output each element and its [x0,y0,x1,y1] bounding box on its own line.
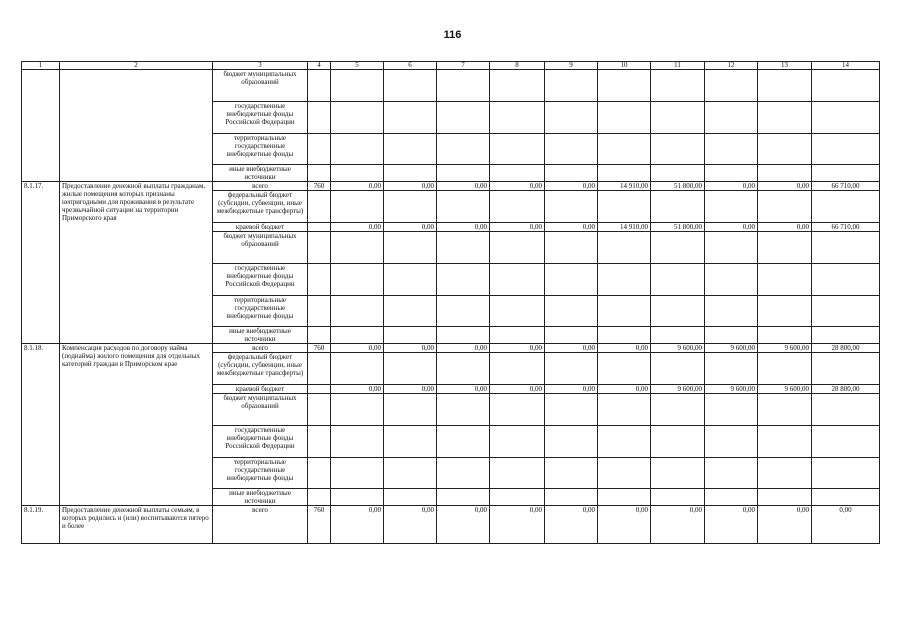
empty-cell [705,264,758,296]
value-cell: 0,00 [651,506,705,544]
empty-cell [308,385,331,394]
empty-cell [437,353,490,385]
empty-cell [490,327,545,344]
column-header: 8 [490,62,545,70]
empty-cell [812,232,880,264]
empty-cell [705,353,758,385]
empty-cell [598,394,651,426]
empty-cell [384,489,437,506]
empty-cell [308,426,331,458]
value-cell: 0,00 [598,344,651,353]
empty-cell [308,489,331,506]
empty-cell [545,191,598,223]
empty-cell [651,134,705,165]
empty-cell [812,426,880,458]
empty-cell [331,489,384,506]
empty-cell [490,102,545,134]
column-header: 13 [758,62,812,70]
empty-cell [705,458,758,489]
empty-cell [384,296,437,327]
empty-cell [437,191,490,223]
empty-cell [490,394,545,426]
empty-cell [705,70,758,102]
empty-cell [651,489,705,506]
empty-cell [331,394,384,426]
value-cell: 0,00 [545,182,598,191]
source-cell-total: всего [213,506,308,544]
table-row [22,182,880,191]
value-cell: 0,00 [331,506,384,544]
column-header: 11 [651,62,705,70]
empty-cell [651,165,705,182]
empty-cell [812,489,880,506]
empty-cell [437,489,490,506]
table-body [22,62,880,544]
value-cell: 0,00 [705,223,758,232]
empty-cell [598,70,651,102]
empty-cell [545,327,598,344]
empty-cell [705,232,758,264]
empty-cell [545,296,598,327]
column-header: 4 [308,62,331,70]
empty-cell [598,489,651,506]
value-cell: 66 710,00 [812,182,880,191]
empty-cell [651,353,705,385]
empty-cell [437,327,490,344]
value-cell: 28 800,00 [812,385,880,394]
value-cell: 0,00 [490,344,545,353]
column-header: 14 [812,62,880,70]
source-cell-state-funds: государственные внебюджетные фонды Российской Федерации [213,264,308,296]
table-row [22,70,880,102]
empty-cell [308,134,331,165]
empty-cell [812,296,880,327]
empty-cell [308,327,331,344]
value-cell: 51 800,00 [651,182,705,191]
value-cell: 0,00 [437,385,490,394]
empty-cell [545,70,598,102]
empty-cell [308,165,331,182]
empty-cell [331,426,384,458]
empty-cell [308,353,331,385]
empty-cell [545,394,598,426]
empty-cell [384,134,437,165]
empty-cell [384,264,437,296]
empty-cell [308,102,331,134]
value-cell: 0,00 [545,344,598,353]
value-cell: 14 910,00 [598,182,651,191]
value-cell: 0,00 [545,506,598,544]
column-header: 7 [437,62,490,70]
value-cell: 0,00 [545,385,598,394]
value-cell: 0,00 [437,182,490,191]
code-cell [22,70,60,182]
empty-cell [812,191,880,223]
table-row [22,506,880,544]
value-cell: 0,00 [331,223,384,232]
empty-cell [490,134,545,165]
value-cell: 0,00 [331,344,384,353]
value-cell: 51 800,00 [651,223,705,232]
empty-cell [384,353,437,385]
budget-table [21,61,880,544]
empty-cell [705,134,758,165]
empty-cell [758,134,812,165]
empty-cell [308,394,331,426]
measure-code: 8.1.17. [22,182,60,344]
source-cell-municipal: бюджет муниципальных образований [213,70,308,102]
empty-cell [758,426,812,458]
source-cell-state-funds: государственные внебюджетные фонды Российской Федерации [213,102,308,134]
empty-cell [490,489,545,506]
empty-cell [812,165,880,182]
empty-cell [490,191,545,223]
empty-cell [331,232,384,264]
empty-cell [705,327,758,344]
col4-code-cell: 760 [308,506,331,544]
empty-cell [437,165,490,182]
empty-cell [331,70,384,102]
table-row [22,344,880,353]
value-cell: 9 600,00 [705,344,758,353]
value-cell: 0,00 [384,344,437,353]
column-header: 6 [384,62,437,70]
empty-cell [308,264,331,296]
empty-cell [598,191,651,223]
empty-cell [545,458,598,489]
empty-cell [437,232,490,264]
value-cell: 9 600,00 [651,385,705,394]
empty-cell [651,296,705,327]
empty-cell [758,70,812,102]
value-cell: 66 710,00 [812,223,880,232]
empty-cell [705,296,758,327]
value-cell: 0,00 [384,385,437,394]
value-cell: 0,00 [598,506,651,544]
value-cell: 28 800,00 [812,344,880,353]
source-cell-other: иные внебюджетные источники [213,165,308,182]
empty-cell [758,353,812,385]
empty-cell [812,327,880,344]
empty-cell [812,264,880,296]
empty-cell [651,191,705,223]
empty-cell [705,426,758,458]
value-cell: 0,00 [384,182,437,191]
empty-cell [598,102,651,134]
empty-cell [598,353,651,385]
empty-cell [651,232,705,264]
empty-cell [758,489,812,506]
column-header: 12 [705,62,758,70]
measure-name: Предоставление денежной выплаты гражданам, жилые помещения которых признаны непригодными для проживания в результате чрезвычайной ситуации на территории Приморского края [60,182,213,344]
empty-cell [758,232,812,264]
empty-cell [331,353,384,385]
empty-cell [384,191,437,223]
empty-cell [437,426,490,458]
value-cell: 0,00 [437,344,490,353]
value-cell: 0,00 [812,506,880,544]
column-header: 3 [213,62,308,70]
empty-cell [545,232,598,264]
empty-cell [308,296,331,327]
measure-code: 8.1.18. [22,344,60,506]
empty-cell [651,426,705,458]
empty-cell [331,264,384,296]
empty-cell [812,394,880,426]
col4-code-cell: 760 [308,182,331,191]
empty-cell [598,327,651,344]
column-header: 10 [598,62,651,70]
empty-cell [437,264,490,296]
value-cell: 0,00 [437,223,490,232]
empty-cell [545,264,598,296]
measure-name: Предоставление денежной выплаты семьям, в которых родились и (или) воспитываются пятеро и более [60,506,213,544]
empty-cell [705,102,758,134]
source-cell-other: иные внебюджетные источники [213,489,308,506]
value-cell: 0,00 [490,385,545,394]
column-header: 5 [331,62,384,70]
value-cell: 0,00 [437,506,490,544]
empty-cell [812,353,880,385]
source-cell-regional: краевой бюджет [213,385,308,394]
empty-cell [545,353,598,385]
empty-cell [545,134,598,165]
empty-cell [384,458,437,489]
value-cell: 0,00 [490,182,545,191]
value-cell: 0,00 [490,223,545,232]
empty-cell [384,165,437,182]
empty-cell [331,458,384,489]
source-cell-state-funds: государственные внебюджетные фонды Российской Федерации [213,426,308,458]
measure-name: Компенсация расходов по договору найма (поднайма) жилого помещения для отдельных категорий граждан в Приморском крае [60,344,213,506]
source-cell-territorial-funds: территориальные государственные внебюджетные фонды [213,458,308,489]
empty-cell [308,70,331,102]
empty-cell [490,353,545,385]
empty-cell [812,134,880,165]
source-cell-federal: федеральный бюджет (субсидии, субвенции, иные межбюджетные трансферты) [213,353,308,385]
source-cell-federal: федеральный бюджет (субсидии, субвенции, иные межбюджетные трансферты) [213,191,308,223]
empty-cell [331,327,384,344]
empty-cell [758,191,812,223]
empty-cell [545,426,598,458]
empty-cell [598,426,651,458]
empty-cell [812,70,880,102]
empty-cell [384,394,437,426]
empty-cell [598,232,651,264]
value-cell: 0,00 [705,506,758,544]
empty-cell [490,458,545,489]
empty-cell [545,489,598,506]
value-cell: 9 600,00 [705,385,758,394]
empty-cell [384,70,437,102]
value-cell: 0,00 [705,182,758,191]
empty-cell [490,232,545,264]
column-header-row [22,62,880,70]
empty-cell [384,102,437,134]
value-cell: 0,00 [758,223,812,232]
empty-cell [758,394,812,426]
empty-cell [758,102,812,134]
empty-cell [490,296,545,327]
source-cell-total: всего [213,182,308,191]
empty-cell [490,426,545,458]
column-header: 9 [545,62,598,70]
empty-cell [437,394,490,426]
empty-cell [545,165,598,182]
value-cell: 9 600,00 [758,344,812,353]
value-cell: 9 600,00 [651,344,705,353]
empty-cell [437,70,490,102]
value-cell: 14 910,00 [598,223,651,232]
value-cell: 0,00 [598,385,651,394]
empty-cell [490,165,545,182]
empty-cell [437,296,490,327]
measure-code: 8.1.19. [22,506,60,544]
empty-cell [437,134,490,165]
value-cell: 0,00 [490,506,545,544]
empty-cell [651,264,705,296]
column-header: 1 [22,62,60,70]
empty-cell [812,458,880,489]
empty-cell [598,165,651,182]
source-cell-regional: краевой бюджет [213,223,308,232]
empty-cell [758,165,812,182]
value-cell: 0,00 [545,223,598,232]
empty-cell [331,102,384,134]
empty-cell [705,489,758,506]
empty-cell [651,327,705,344]
empty-cell [437,458,490,489]
empty-cell [705,191,758,223]
empty-cell [384,232,437,264]
source-cell-territorial-funds: территориальные государственные внебюджетные фонды [213,134,308,165]
empty-cell [651,70,705,102]
value-cell: 0,00 [758,182,812,191]
empty-cell [308,458,331,489]
empty-cell [758,327,812,344]
empty-cell [651,102,705,134]
empty-cell [331,165,384,182]
source-cell-total: всего [213,344,308,353]
source-cell-other: иные внебюджетные источники [213,327,308,344]
empty-cell [598,264,651,296]
empty-cell [545,102,598,134]
source-cell-municipal: бюджет муниципальных образований [213,394,308,426]
empty-cell [758,296,812,327]
empty-cell [705,165,758,182]
empty-cell [812,102,880,134]
col4-code-cell: 760 [308,344,331,353]
empty-cell [758,264,812,296]
empty-cell [705,394,758,426]
value-cell: 0,00 [331,182,384,191]
empty-cell [331,191,384,223]
empty-cell [598,134,651,165]
source-cell-territorial-funds: территориальные государственные внебюджетные фонды [213,296,308,327]
page-number: 116 [443,29,462,41]
value-cell: 9 600,00 [758,385,812,394]
empty-cell [651,394,705,426]
value-cell: 0,00 [758,506,812,544]
empty-cell [598,458,651,489]
empty-cell [308,232,331,264]
value-cell: 0,00 [384,223,437,232]
empty-cell [331,296,384,327]
empty-cell [490,264,545,296]
empty-cell [384,426,437,458]
empty-cell [308,223,331,232]
empty-cell [331,134,384,165]
source-cell-municipal: бюджет муниципальных образований [213,232,308,264]
empty-cell [437,102,490,134]
name-cell [60,70,213,182]
value-cell: 0,00 [331,385,384,394]
column-header: 2 [60,62,213,70]
empty-cell [598,296,651,327]
empty-cell [758,458,812,489]
empty-cell [651,458,705,489]
value-cell: 0,00 [384,506,437,544]
empty-cell [490,70,545,102]
empty-cell [308,191,331,223]
empty-cell [384,327,437,344]
